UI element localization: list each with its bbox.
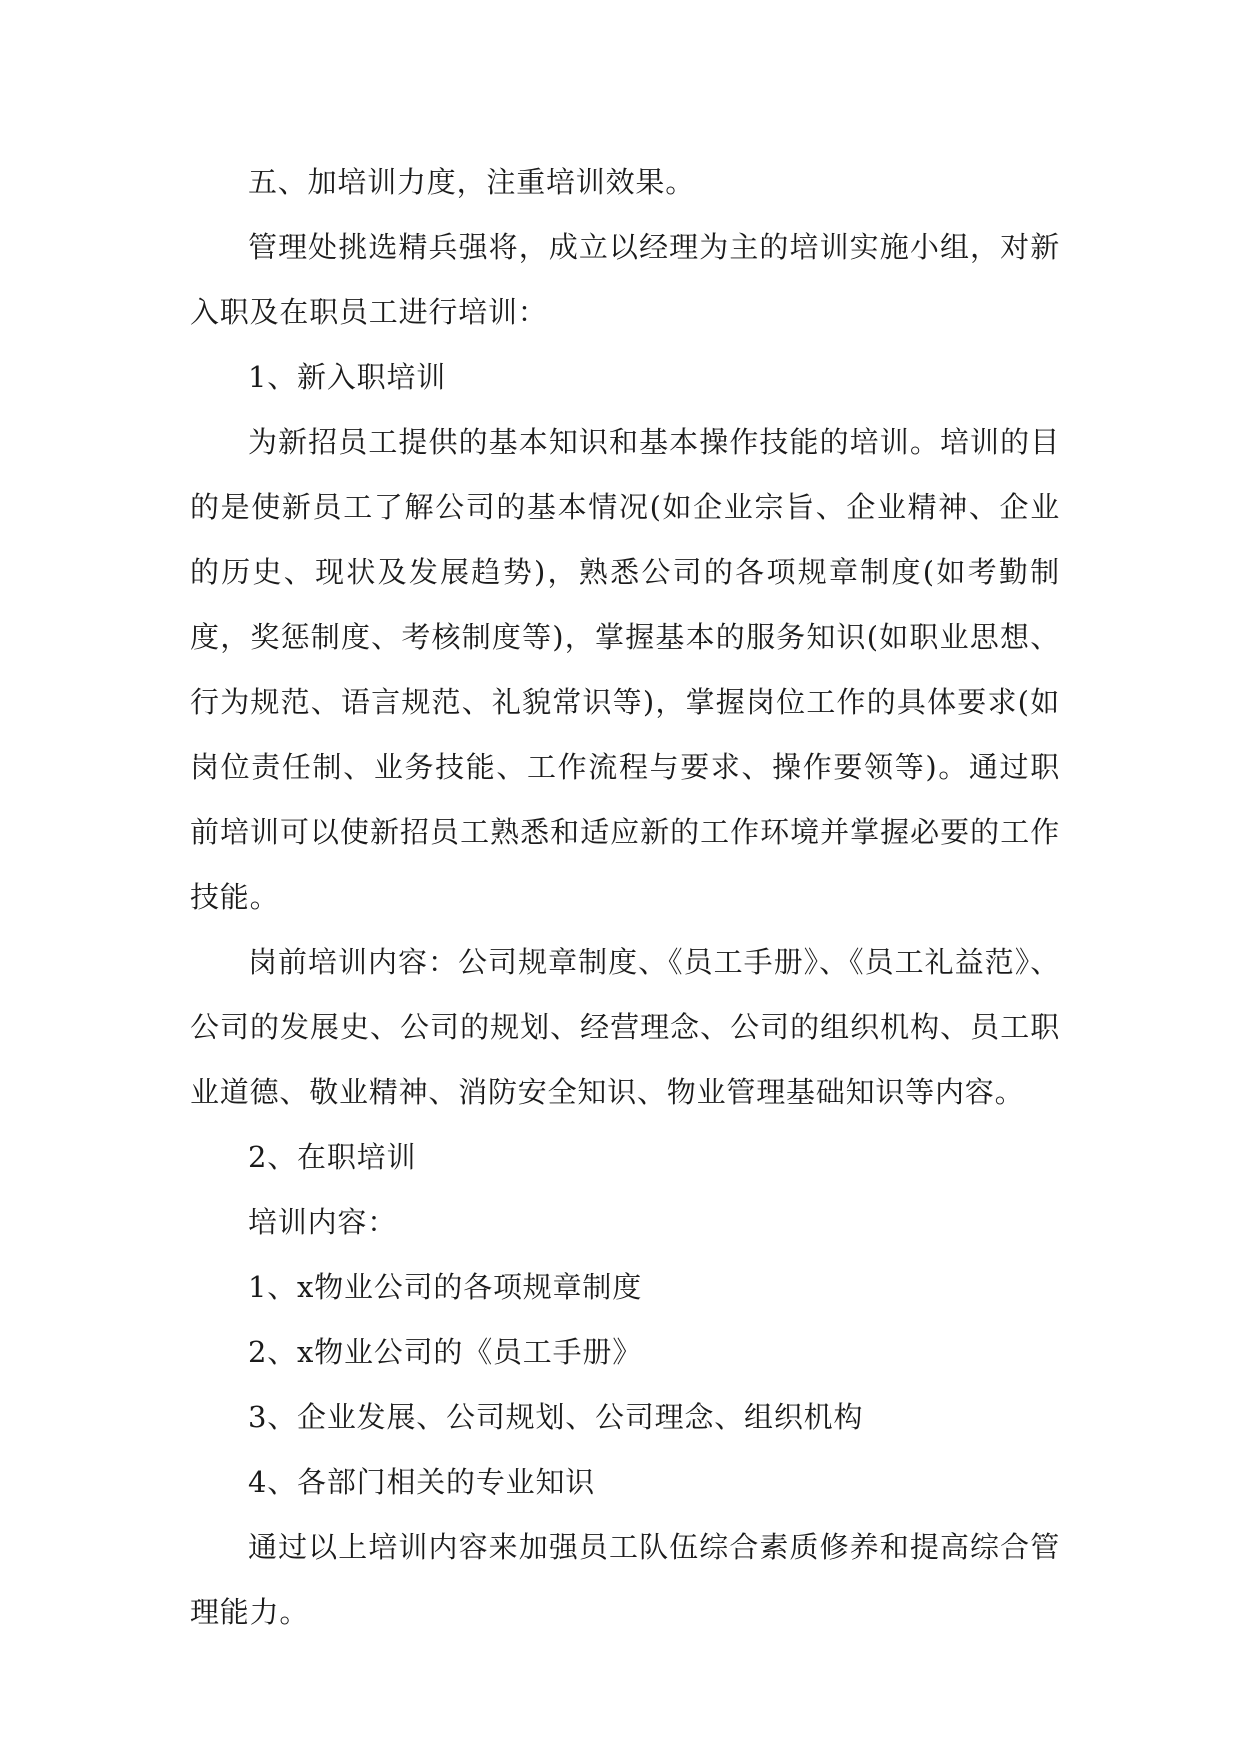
subheading-new-hire-training: 1、新入职培训: [248, 360, 447, 394]
new-hire-training-paragraph: 为新招员工提供的基本知识和基本操作技能的培训。培训的目的是使新员工了解公司的基本情况(如企业宗旨、企业精神、企业的历史、现状及发展趋势)，熟悉公司的各项规章制度(如考勤制度，奖惩制度、考核制度等)，掌握基本的服务知识(如职业思想、行为规范、语言规范、礼貌常识等)，掌握岗位工作的具体要求(如岗位责任制、业务技能、工作流程与要求、操作要领等)。通过职前培训可以使新招员工熟悉和适应新的工作环境并掌握必要的工作技能。: [190, 425, 1060, 914]
list-item: 2、x物业公司的《员工手册》: [248, 1335, 643, 1369]
list-item: 4、各部门相关的专业知识: [248, 1465, 596, 1499]
subheading-on-job-training: 2、在职培训: [248, 1140, 417, 1174]
list-item: 3、企业发展、公司规划、公司理念、组织机构: [248, 1400, 864, 1434]
intro-paragraph: 管理处挑选精兵强将，成立以经理为主的培训实施小组，对新入职及在职员工进行培训：: [190, 230, 1060, 329]
training-content-label: 培训内容：: [248, 1205, 398, 1239]
closing-paragraph: 通过以上培训内容来加强员工队伍综合素质修养和提高综合管理能力。: [190, 1530, 1060, 1629]
pre-job-training-content-paragraph: 岗前培训内容：公司规章制度、《员工手册》、《员工礼益范》、公司的发展史、公司的规划、经营理念、公司的组织机构、员工职业道德、敬业精神、消防安全知识、物业管理基础知识等内容。: [190, 945, 1060, 1109]
document-page: [190, 150, 1060, 1645]
list-item: 1、x物业公司的各项规章制度: [248, 1270, 643, 1304]
section-heading: 五、加培训力度，注重培训效果。: [248, 165, 696, 199]
